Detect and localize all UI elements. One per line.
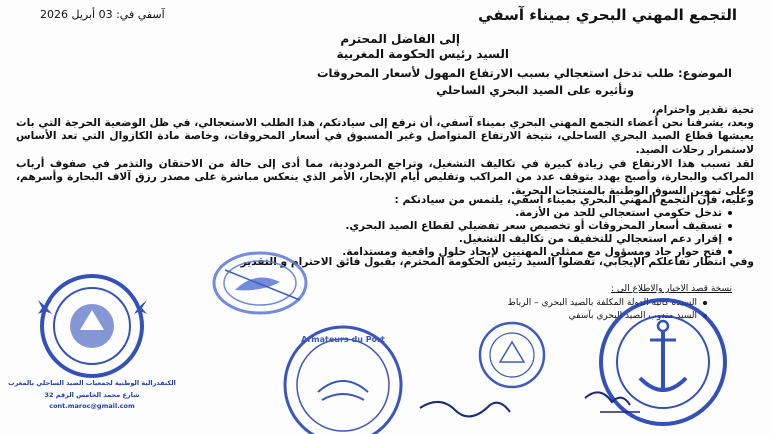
stamp-left-caption xyxy=(8,379,176,410)
copy-recipient: السيد مندوب الصيد البحري بآسفي xyxy=(569,311,707,321)
closing-paragraph: وفي انتظار تفاعلكم الإيجابي، تفضلوا السيد رئيس الحكومة المحترم، بقبول فائق الاحترام و التقدير xyxy=(240,256,754,268)
stamp-center-text: Armateurs du Port xyxy=(301,335,385,344)
small-stamp-icon xyxy=(480,323,544,387)
signature-icon xyxy=(420,392,640,416)
subject-line-2: وتأثيره على الصيد البحري الساحلي xyxy=(436,83,634,97)
stamp-left-email: cont.maroc@gmail.com xyxy=(49,402,135,410)
svg-text:شارع محمد الخامس الرقم 32: شارع محمد الخامس الرقم 32 xyxy=(44,391,140,399)
request-item: فتح حوار جاد ومسؤول مع ممثلي المهنيين لإيجاد حلول واقعية ومستدامة. xyxy=(342,246,732,259)
greeting: تحية تقدير واحترام، xyxy=(651,104,754,116)
addressee-line-1: إلى الفاضل المحترم xyxy=(340,32,460,46)
organization-title: التجمع المهني البحري بميناء آسفي xyxy=(478,6,737,24)
request-item: تدخل حكومي استعجالي للحد من الأزمة. xyxy=(342,207,732,220)
copy-recipient: السيدة كاتبة الدولة المكلفة بالصيد البحري – الرباط xyxy=(508,298,707,308)
addressee-line-2: السيد رئيس الحكومة المغربية xyxy=(336,47,509,61)
body-paragraph-2: لقد تسبب هذا الارتفاع في زيادة كبيرة في تكاليف التشغيل، وتراجع المردودية، مما أدى إلى حالة من الاحتقان والتذمر في صفوف أرباب المراكب والبحارة، وأصبح يهدد بتوقف عدد من المراكب وتقليص أيام الإبحار، الأمر الذي ينعكس مباشرة على مصدر رزق آلاف البحارة وأسرهم، وعلى تموين السوق الوطنية بالمنتجات البحرية. xyxy=(16,158,754,197)
stamp-left-text: الكنفدرالية الوطنية لجمعيات الصيد الساحلي بالمغرب xyxy=(8,379,176,387)
request-item: إقرار دعم استعجالي للتخفيف من تكاليف التشغيل. xyxy=(342,233,732,246)
copies-title: نسخة قصد الاخبار والاطلاع الى : xyxy=(611,284,732,294)
request-item: تسقيف أسعار المحروقات أو تخصيص سعر تفضيلي لقطاع الصيد البحري. xyxy=(342,220,732,233)
anchor-stamp-icon xyxy=(601,300,725,424)
body-paragraph-3: وعليه، فإن التجمع المهني البحري بميناء آسفي، يلتمس من سيادتكم : xyxy=(394,194,754,206)
fish-stamp-icon xyxy=(214,253,306,313)
date-place: آسفي في: 03 أبريل 2026 xyxy=(40,8,165,21)
confederation-stamp-icon xyxy=(38,276,147,376)
subject-line-1: الموضوع: طلب تدخل استعجالي بسبب الارتفاع المهول لأسعار المحروقات xyxy=(317,66,732,80)
armateurs-stamp-icon xyxy=(285,327,401,434)
body-paragraph-1: وبعد، يشرفنا نحن أعضاء التجمع المهني البحري بميناء آسفي، أن نرفع إلى سيادتكم، هذا الطلب الاستعجالي، في ظل الوضعية الحرجة التي بات يعيشها قطاع الصيد البحري الساحلي، نتيجة الارتفاع المتواصل وغير المسبوق في أسعار المحروقات، وخاصة مادة الكازوال التي تعد الأساس لاستمرار رحلات الصيد. xyxy=(16,117,754,156)
